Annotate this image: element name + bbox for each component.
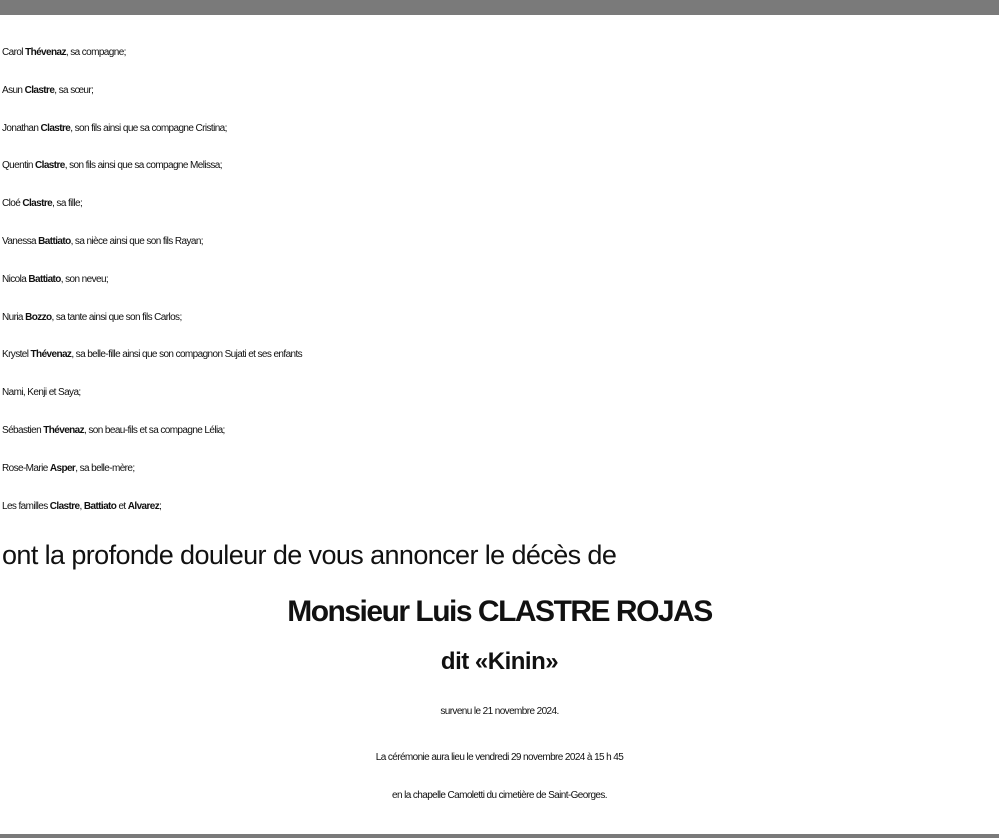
mourner-line — [2, 110, 999, 148]
mourner-surname: Battiato — [38, 235, 71, 247]
mourner-continuation-text: Nami, Kenji et Saya; — [2, 387, 81, 399]
mourner-surname: Battiato — [28, 273, 61, 285]
announcement-text: ont la profonde douleur de vous annoncer le décès de — [2, 540, 617, 570]
mourner-first-name: Nuria — [2, 311, 26, 323]
mourner-line — [2, 72, 999, 110]
bottom-divider-rule — [0, 834, 999, 838]
deceased-nickname: dit «Kinin» — [440, 648, 559, 675]
mourner-relation: , sa belle-mère; — [75, 462, 135, 474]
mourner-first-name: Krystel — [2, 349, 31, 361]
families-separator: et — [116, 500, 128, 512]
mourners-list — [2, 34, 999, 525]
mourner-relation: , son fils ainsi que sa compagne Cristina; — [70, 122, 227, 134]
mourner-line — [2, 336, 999, 374]
mourner-first-name: Quentin — [2, 160, 36, 172]
mourner-surname: Thévenaz — [25, 47, 66, 58]
mourner-line — [2, 450, 999, 488]
ceremony-details-line: La cérémonie aura lieu le vendredi 29 novembre 2024 à 15 h 45 — [375, 752, 624, 763]
mourner-relation: , sa nièce ainsi que son fils Rayan; — [70, 235, 203, 247]
mourner-first-name: Carol — [2, 47, 26, 58]
mourner-surname: Asper — [49, 462, 76, 474]
mourner-line — [2, 147, 999, 185]
mourner-surname: Clastre — [35, 160, 65, 172]
families-prefix: Les familles — [2, 500, 50, 512]
death-date-line: survenu le 21 novembre 2024. — [440, 706, 559, 717]
deceased-name: Monsieur Luis CLASTRE ROJAS — [287, 595, 712, 628]
mourner-surname: Clastre — [22, 198, 53, 210]
ceremony-location-line: en la chapelle Camoletti du cimetière de Saint-Georges. — [392, 790, 607, 801]
mourner-relation: , son fils ainsi que sa compagne Melissa; — [64, 160, 222, 172]
mourner-line — [2, 185, 999, 223]
families-separator: , — [79, 500, 84, 512]
mourner-relation: , sa fille; — [52, 198, 83, 210]
mourner-line — [2, 223, 999, 261]
mourner-relation: , sa belle-fille ainsi que son compagnon Sujati et ses enfants — [71, 349, 303, 361]
mourner-surname: Clastre — [24, 84, 55, 96]
mourner-first-name: Cloé — [2, 198, 23, 210]
mourner-relation: , son neveu; — [60, 273, 109, 285]
family-surname: Battiato — [83, 500, 117, 512]
mourner-first-name: Sébastien — [2, 424, 44, 436]
mourner-surname: Bozzo — [25, 311, 52, 323]
mourner-line-continuation — [2, 374, 999, 412]
mourner-line — [2, 412, 999, 450]
mourner-line — [2, 299, 999, 337]
mourner-first-name: Jonathan — [2, 122, 41, 134]
mourner-first-name: Rose-Marie — [2, 462, 50, 474]
mourner-relation: , son beau-fils et sa compagne Lélia; — [84, 424, 225, 436]
mourner-line — [2, 261, 999, 299]
mourner-first-name: Nicola — [2, 273, 29, 285]
mourner-line — [2, 34, 999, 72]
families-suffix: ; — [159, 500, 162, 512]
mourner-relation: , sa sœur; — [54, 84, 94, 96]
top-divider-rule — [0, 0, 999, 15]
mourner-first-name: Vanessa — [2, 235, 39, 247]
mourner-surname: Thévenaz — [30, 349, 72, 361]
family-surname: Clastre — [49, 500, 80, 512]
mourner-relation: , sa tante ainsi que son fils Carlos; — [51, 311, 182, 323]
families-line — [2, 488, 999, 526]
mourner-surname: Clastre — [40, 122, 71, 134]
mourner-relation: , sa compagne; — [65, 47, 126, 58]
family-surname: Alvarez — [127, 500, 160, 512]
mourner-surname: Thévenaz — [43, 424, 85, 436]
mourner-first-name: Asun — [2, 84, 25, 96]
